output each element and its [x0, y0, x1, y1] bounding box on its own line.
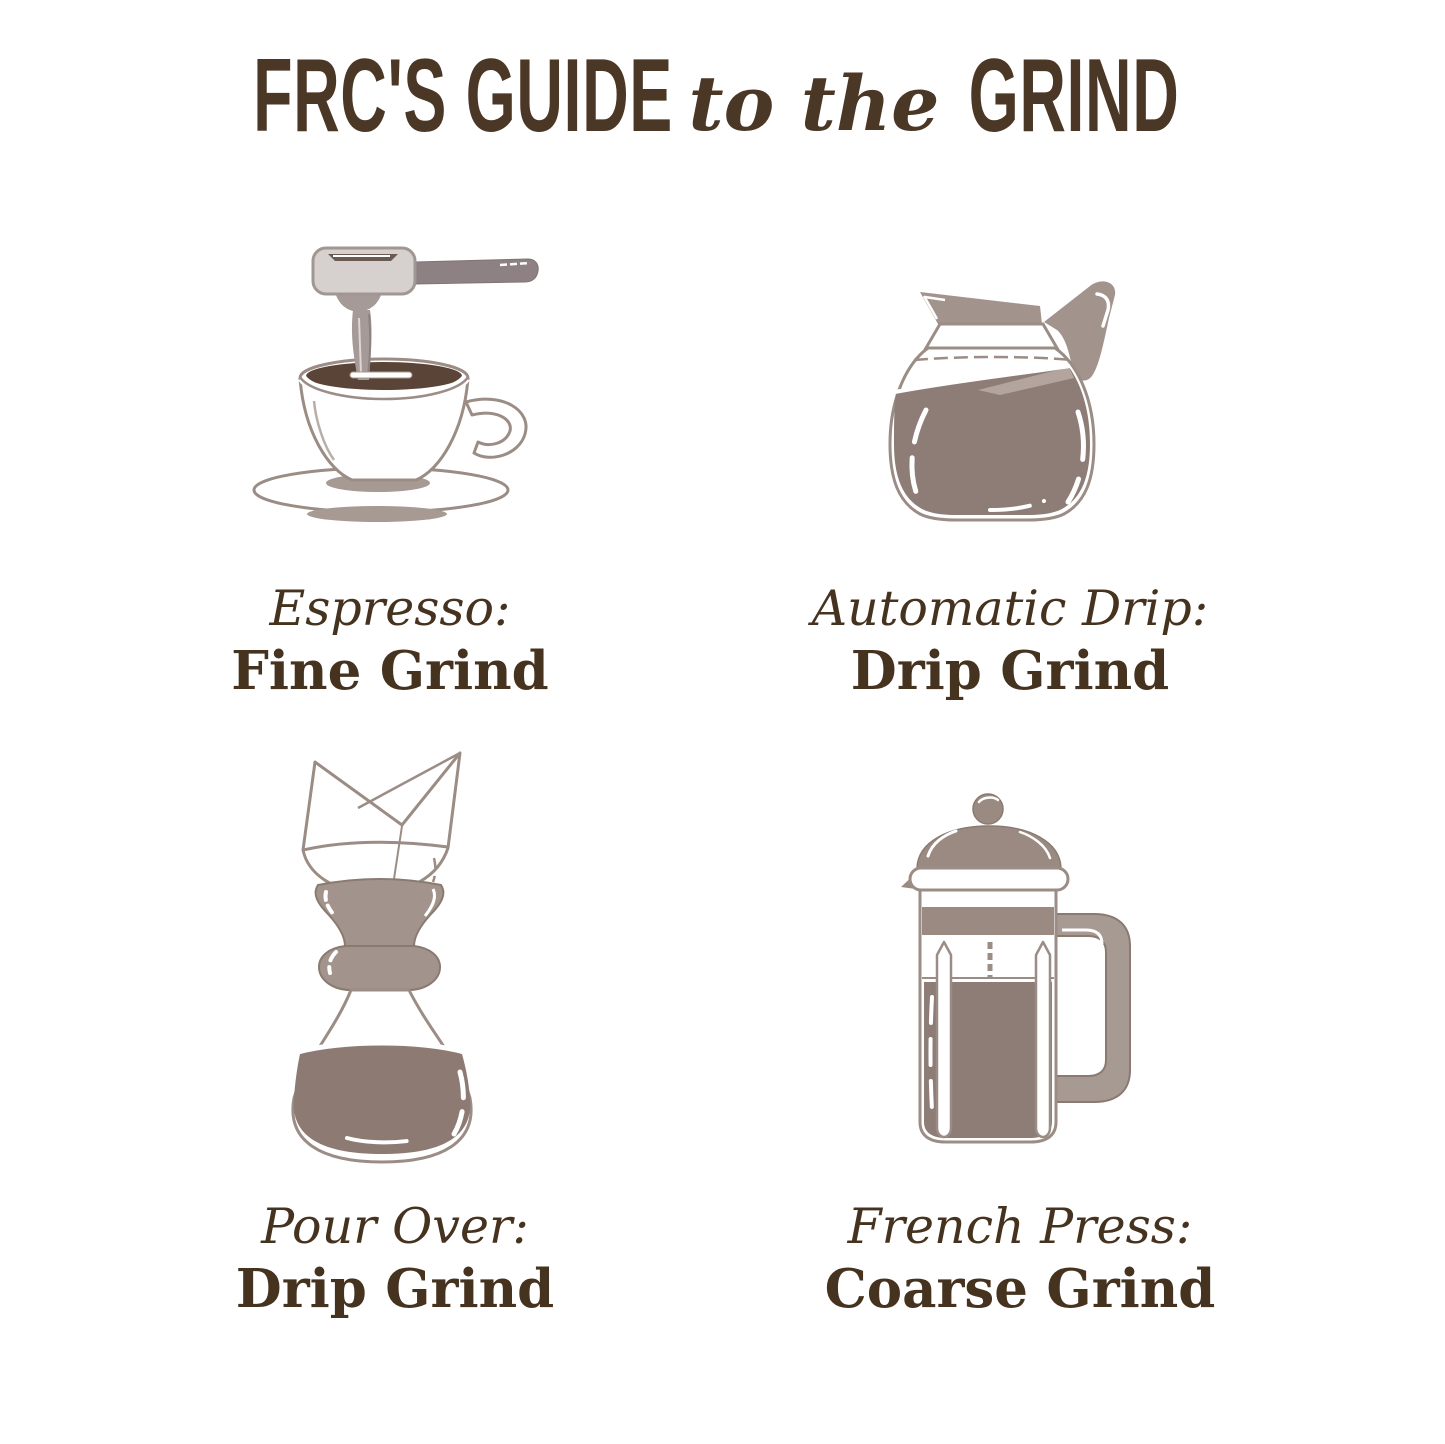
method-name: French Press:: [847, 1198, 1193, 1255]
label-pour-over: [160, 1196, 630, 1322]
title-right: [965, 38, 1182, 154]
label-espresso: [155, 578, 625, 704]
method-name: Automatic Drip:: [811, 580, 1209, 637]
grind-type: Drip Grind: [850, 640, 1170, 703]
title-left: [252, 38, 673, 154]
grind-type: Fine Grind: [231, 640, 549, 703]
grind-type: Drip Grind: [235, 1258, 555, 1321]
method-name: Espresso:: [269, 580, 511, 637]
pour-over-icon: [252, 742, 570, 1172]
title-script: to the: [688, 59, 940, 148]
espresso-cup-icon: [240, 226, 560, 534]
page-title: [0, 38, 1445, 154]
method-name: Pour Over:: [261, 1198, 529, 1255]
french-press-icon: [880, 792, 1160, 1182]
title-text-right: GRIND: [968, 38, 1180, 154]
title-text-left: FRC'S GUIDE: [252, 38, 673, 154]
drip-carafe-icon: [850, 262, 1150, 542]
grind-type: Coarse Grind: [824, 1258, 1216, 1321]
label-automatic-drip: [775, 578, 1245, 704]
label-french-press: [785, 1196, 1255, 1322]
